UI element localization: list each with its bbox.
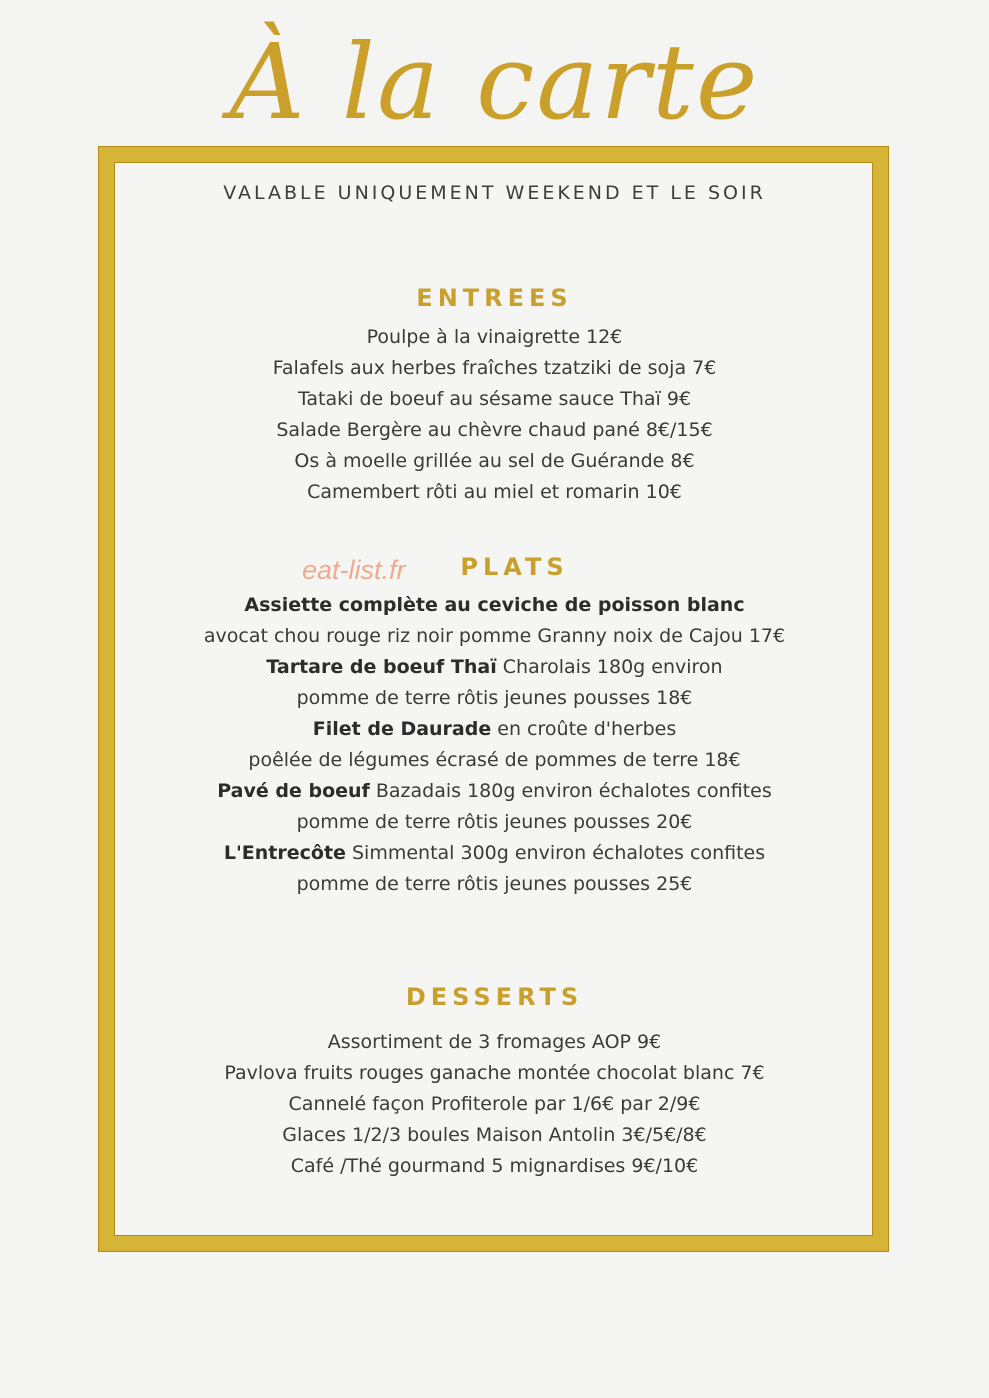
list-item bbox=[0, 652, 989, 683]
list-item: poêlée de légumes écrasé de pommes de terre 18€ bbox=[248, 749, 741, 771]
section-title-plats: PLATS bbox=[460, 553, 569, 581]
list-item: pomme de terre rôtis jeunes pousses 25€ bbox=[296, 873, 693, 895]
menu-subtitle: VALABLE UNIQUEMENT WEEKEND ET LE SOIR bbox=[223, 182, 766, 204]
list-item bbox=[0, 590, 989, 621]
dish-description: Simmental 300g environ échalotes confites bbox=[345, 842, 766, 864]
list-item: Falafels aux herbes fraîches tzatziki de soja 7€ bbox=[272, 357, 717, 379]
entrees-list bbox=[0, 322, 989, 508]
list-item: pomme de terre rôtis jeunes pousses 20€ bbox=[296, 811, 693, 833]
list-item: Glaces 1/2/3 boules Maison Antolin 3€/5€/8€ bbox=[282, 1124, 707, 1146]
list-item bbox=[0, 838, 989, 869]
list-item: Os à moelle grillée au sel de Guérande 8€ bbox=[294, 450, 695, 472]
watermark-text: eat-list.fr bbox=[302, 555, 406, 585]
list-item: Camembert rôti au miel et romarin 10€ bbox=[307, 481, 682, 503]
list-item: Assortiment de 3 fromages AOP 9€ bbox=[327, 1031, 662, 1053]
dish-description: Bazadais 180g environ échalotes confites bbox=[369, 780, 772, 802]
list-item: Cannelé façon Profiterole par 1/6€ par 2/9€ bbox=[288, 1093, 701, 1115]
dish-name: Filet de Daurade bbox=[312, 718, 492, 740]
list-item: Pavlova fruits rouges ganache montée chocolat blanc 7€ bbox=[224, 1062, 765, 1084]
dish-name: L'Entrecôte bbox=[223, 842, 346, 864]
list-item: Café /Thé gourmand 5 mignardises 9€/10€ bbox=[290, 1155, 699, 1177]
dish-description: en croûte d'herbes bbox=[491, 718, 677, 740]
dish-name: Pavé de boeuf bbox=[217, 780, 370, 802]
dish-description: Charolais 180g environ bbox=[496, 656, 723, 678]
dish-name: Assiette complète au ceviche de poisson blanc bbox=[244, 594, 745, 616]
list-item: Poulpe à la vinaigrette 12€ bbox=[366, 326, 623, 348]
list-item: avocat chou rouge riz noir pomme Granny noix de Cajou 17€ bbox=[203, 625, 786, 647]
list-item bbox=[0, 776, 989, 807]
list-item bbox=[0, 714, 989, 745]
section-title-entrees: ENTREES bbox=[416, 284, 573, 312]
page-title: À la carte bbox=[229, 21, 760, 143]
list-item: Tataki de boeuf au sésame sauce Thaï 9€ bbox=[297, 388, 692, 410]
desserts-list bbox=[0, 1027, 989, 1182]
list-item: Salade Bergère au chèvre chaud pané 8€/15€ bbox=[276, 419, 713, 441]
list-item: pomme de terre rôtis jeunes pousses 18€ bbox=[296, 687, 693, 709]
dish-name: Tartare de boeuf Thaï bbox=[266, 656, 497, 678]
section-title-desserts: DESSERTS bbox=[405, 983, 584, 1011]
plats-list bbox=[0, 590, 989, 900]
